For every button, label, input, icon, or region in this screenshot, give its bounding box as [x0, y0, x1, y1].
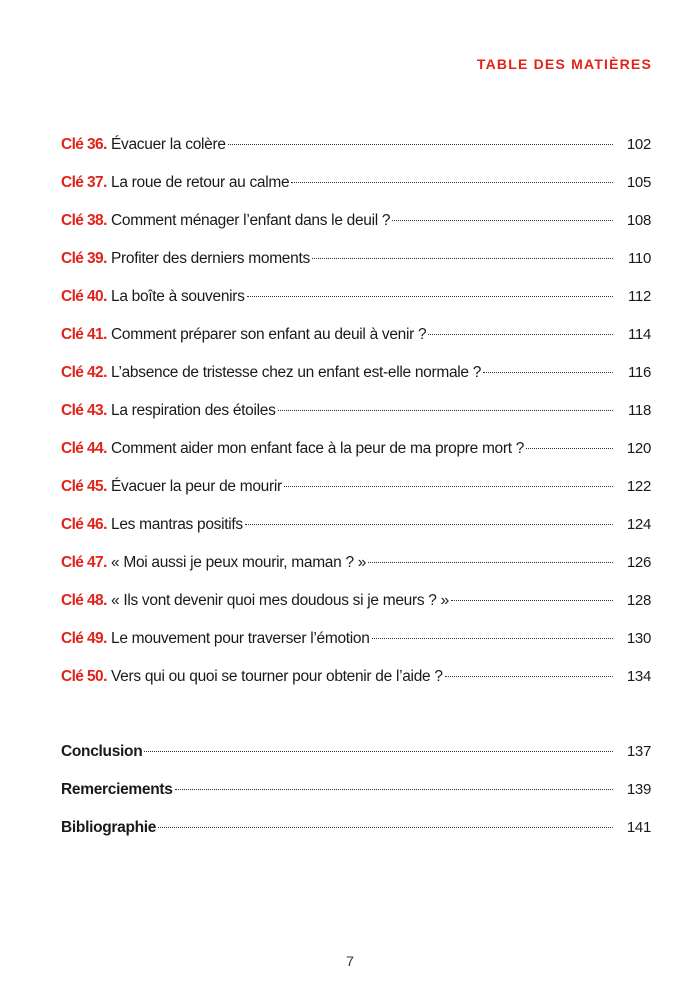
dot-leader	[158, 827, 613, 828]
toc-page-number: 124	[626, 516, 651, 533]
toc-key-label: Clé 47.	[61, 554, 107, 571]
toc-key-label: Clé 46.	[61, 516, 107, 533]
toc-page-number: 120	[626, 440, 651, 457]
toc-entry-title: Vers qui ou quoi se tourner pour obtenir de l’aide ?	[111, 668, 443, 685]
toc-page-number: 122	[626, 478, 651, 495]
toc-entry[interactable]	[61, 247, 651, 285]
toc-entry[interactable]	[61, 285, 651, 323]
toc-back-matter-list	[61, 740, 651, 854]
toc-key-label: Clé 37.	[61, 174, 107, 191]
toc-key-label: Clé 50.	[61, 668, 107, 685]
dot-leader	[368, 562, 613, 563]
toc-entry-title: L’absence de tristesse chez un enfant est-elle normale ?	[111, 364, 482, 381]
toc-page-number: 110	[627, 250, 651, 267]
toc-entry[interactable]	[61, 589, 651, 627]
toc-entry[interactable]	[61, 133, 651, 171]
toc-page-number: 102	[626, 136, 651, 153]
running-head-title: TABLE DES MATIÈRES	[476, 56, 652, 72]
toc-key-label: Clé 42.	[61, 364, 107, 381]
toc-entry[interactable]	[61, 361, 651, 399]
toc-entry[interactable]	[61, 551, 651, 589]
dot-leader	[483, 372, 613, 373]
toc-key-label: Clé 36.	[61, 136, 107, 153]
toc-page-number: 114	[627, 326, 651, 343]
dot-leader	[144, 751, 613, 752]
toc-entry[interactable]	[61, 171, 651, 209]
page-number-footer: 7	[346, 953, 354, 969]
toc-key-label: Clé 43.	[61, 402, 107, 419]
dot-leader	[247, 296, 613, 297]
dot-leader	[312, 258, 613, 259]
toc-key-list	[61, 133, 651, 703]
toc-back-entry-bibliographie[interactable]	[61, 816, 651, 854]
toc-entry-title: Comment ménager l’enfant dans le deuil ?	[111, 212, 391, 229]
toc-entry[interactable]	[61, 665, 651, 703]
dot-leader	[291, 182, 613, 183]
dot-leader	[284, 486, 613, 487]
toc-page-number: 130	[626, 630, 651, 647]
toc-entry-title: Remerciements	[61, 781, 173, 798]
toc-page-number: 105	[626, 174, 651, 191]
toc-entry[interactable]	[61, 513, 651, 551]
toc-page-number: 126	[626, 554, 651, 571]
toc-key-label: Clé 44.	[61, 440, 107, 457]
toc-page-number: 112	[627, 288, 651, 305]
toc-entry-title: Le mouvement pour traverser l’émotion	[111, 630, 370, 647]
dot-leader	[428, 334, 613, 335]
toc-page-number: 134	[626, 668, 651, 685]
toc-key-label: Clé 49.	[61, 630, 107, 647]
dot-leader	[451, 600, 613, 601]
toc-entry-title: Évacuer la colère	[111, 136, 226, 153]
dot-leader	[526, 448, 613, 449]
toc-entry[interactable]	[61, 209, 651, 247]
dot-leader	[245, 524, 613, 525]
toc-entry-title: Bibliographie	[61, 819, 157, 836]
dot-leader	[445, 676, 613, 677]
toc-page-number: 128	[626, 592, 651, 609]
toc-key-label: Clé 38.	[61, 212, 107, 229]
toc-page-number: 141	[626, 819, 651, 836]
toc-page-number: 137	[626, 743, 651, 760]
toc-entry-title: « Moi aussi je peux mourir, maman ? »	[111, 554, 367, 571]
toc-entry[interactable]	[61, 475, 651, 513]
toc-back-entry-conclusion[interactable]	[61, 740, 651, 778]
dot-leader	[228, 144, 613, 145]
dot-leader	[175, 789, 613, 790]
toc-entry-title: Comment préparer son enfant au deuil à venir ?	[111, 326, 427, 343]
toc-page-number: 139	[626, 781, 651, 798]
toc-key-label: Clé 45.	[61, 478, 107, 495]
toc-key-label: Clé 39.	[61, 250, 107, 267]
toc-entry-title: Comment aider mon enfant face à la peur de ma propre mort ?	[111, 440, 525, 457]
toc-entry-title: Évacuer la peur de mourir	[111, 478, 282, 495]
toc-entry-title: Conclusion	[61, 743, 143, 760]
toc-entry-title: Profiter des derniers moments	[111, 250, 310, 267]
dot-leader	[372, 638, 613, 639]
toc-entry-title: La boîte à souvenirs	[111, 288, 245, 305]
toc-entry[interactable]	[61, 627, 651, 665]
toc-entry-title: Les mantras positifs	[111, 516, 243, 533]
toc-page-number: 116	[627, 364, 651, 381]
dot-leader	[392, 220, 613, 221]
toc-entry[interactable]	[61, 323, 651, 361]
toc-key-label: Clé 48.	[61, 592, 107, 609]
toc-entry[interactable]	[61, 437, 651, 475]
toc-entry[interactable]	[61, 399, 651, 437]
toc-page-number: 118	[627, 402, 651, 419]
toc-entry-title: La roue de retour au calme	[111, 174, 290, 191]
dot-leader	[278, 410, 613, 411]
toc-entry-title: La respiration des étoiles	[111, 402, 276, 419]
toc-key-label: Clé 41.	[61, 326, 107, 343]
toc-key-label: Clé 40.	[61, 288, 107, 305]
toc-back-entry-remerciements[interactable]	[61, 778, 651, 816]
toc-entry-title: « Ils vont devenir quoi mes doudous si je meurs ? »	[111, 592, 449, 609]
toc-page-number: 108	[626, 212, 651, 229]
